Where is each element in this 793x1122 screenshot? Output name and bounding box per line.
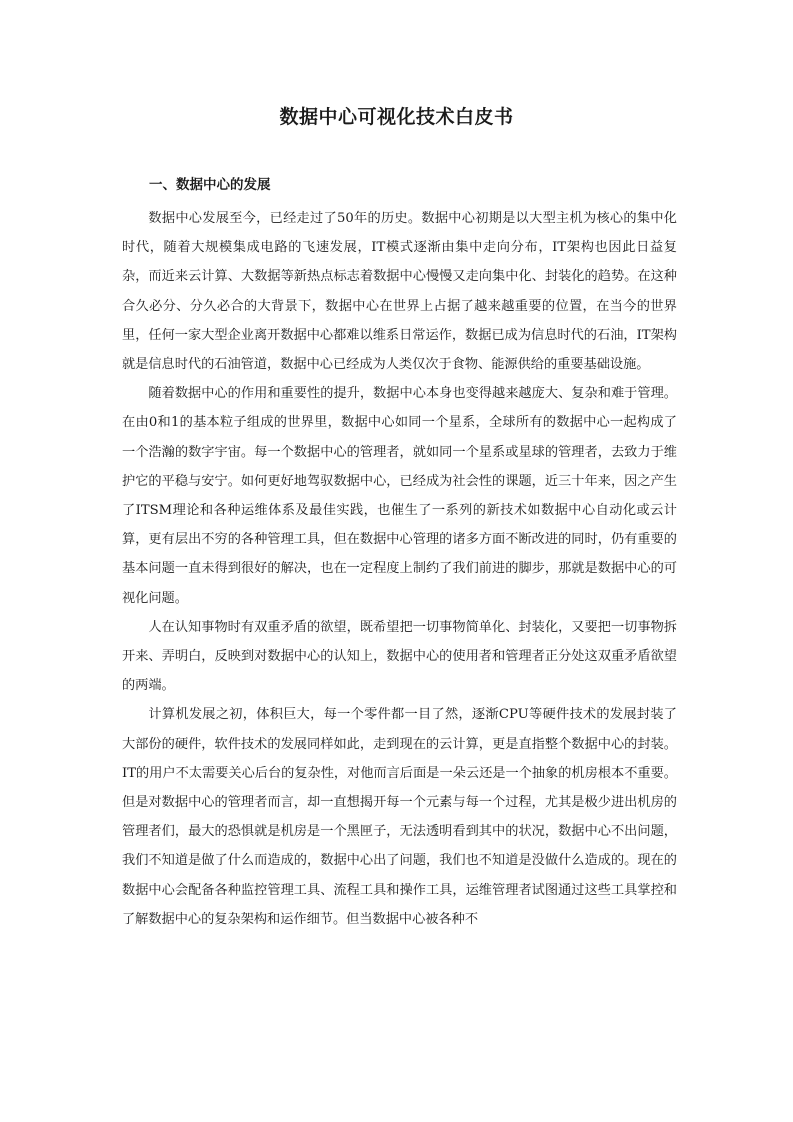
section-heading: 一、数据中心的发展: [149, 177, 271, 193]
document-title: 数据中心可视化技术白皮书: [279, 106, 514, 128]
paragraph-3: 人在认知事物时有双重矛盾的欲望，既希望把一切事物简单化、封装化，又要把一切事物拆开来、弄明白，反映到对数据中心的认知上，数据中心的使用者和管理者正分处这双重矛盾欲望的两端。: [122, 619, 677, 694]
paragraph-1: 数据中心发展至今，已经走过了50年的历史。数据中心初期是以大型主机为核心的集中化时代，随着大规模集成电路的飞速发展，IT模式逐渐由集中走向分布，IT架构也因此日益复杂，而近来云计算、大数据等新热点标志着数据中心慢慢又走向集中化、封装化的趋势。在这种合久必分、分久必合的大背景下，数据中心在世界上占据了越来越重要的位置，在当今的世界里，任何一家大型企业离开数据中心都难以维系日常运作，数据已成为信息时代的石油，IT架构就是信息时代的石油管道，数据中心已经成为人类仅次于食物、能源供给的重要基础设施。: [122, 211, 677, 373]
paragraph-2: 随着数据中心的作用和重要性的提升，数据中心本身也变得越来越庞大、复杂和难于管理。在由0和1的基本粒子组成的世界里，数据中心如同一个星系，全球所有的数据中心一起构成了一个浩瀚的数字宇宙。每一个数据中心的管理者，就如同一个星系或星球的管理者，去致力于维护它的平稳与安宁。如何更好地驾驭数据中心，已经成为社会性的课题，近三十年来，因之产生了ITSM理论和各种运维体系及最佳实践，也催生了一系列的新技术如数据中心自动化或云计算，更有层出不穷的各种管理工具，但在数据中心管理的诸多方面不断改进的同时，仍有重要的基本问题一直未得到很好的解决，也在一定程度上制约了我们前进的脚步，那就是数据中心的可视化问题。: [122, 386, 677, 606]
paragraph-4: 计算机发展之初，体积巨大，每一个零件都一目了然，逐渐CPU等硬件技术的发展封装了大部份的硬件，软件技术的发展同样如此，走到现在的云计算，更是直指整个数据中心的封装。IT的用户不太需要关心后台的复杂性，对他而言后面是一朵云还是一个抽象的机房根本不重要。但是对数据中心的管理者而言，却一直想揭开每一个元素与每一个过程，尤其是极少进出机房的管理者们，最大的恐惧就是机房是一个黑匣子，无法透明看到其中的状况，数据中心不出问题，我们不知道是做了什么而造成的，数据中心出了问题，我们也不知道是没做什么造成的。现在的数据中心会配备各种监控管理工具、流程工具和操作工具，运维管理者试图通过这些工具掌控和了解数据中心的复杂架构和运作细节。但当数据中心被各种不: [122, 707, 677, 927]
document-body: [122, 204, 677, 934]
